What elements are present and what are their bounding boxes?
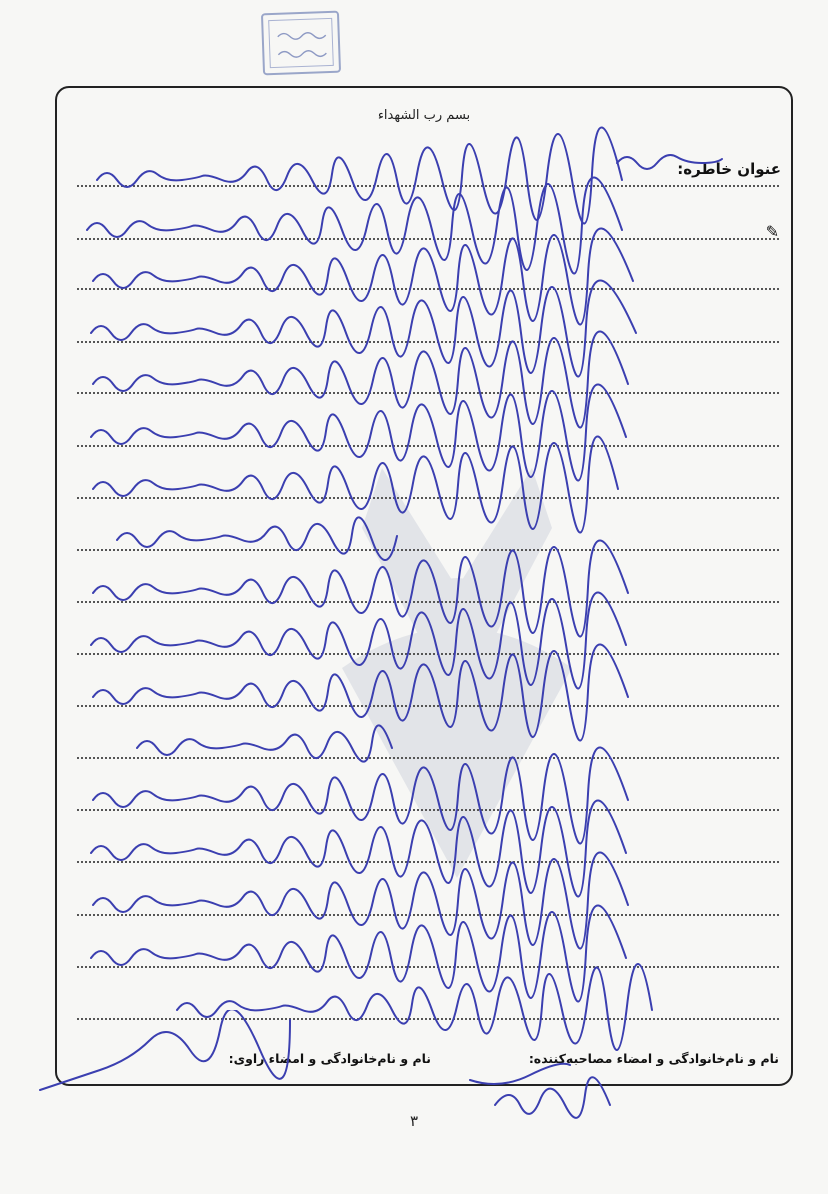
library-stamp [261,11,341,76]
page-number: ۳ [409,1112,419,1130]
memory-title-label: عنوان خاطره: [677,160,781,178]
interviewer-signature-label: نام و نام‌خانوادگی و امضاء مصاحبه‌کننده: [528,1051,779,1066]
interviewer-signature-stroke [470,1064,570,1084]
stamp-scribble [263,13,343,78]
signatures [0,1010,828,1120]
header-line: بسم رب الشهداء [377,108,471,123]
handwritten-text [57,88,795,1088]
form-frame [55,86,793,1086]
pencil-icon: ✎ [765,222,779,241]
narrator-signature [40,1010,290,1090]
narrator-signature-label: نام و نام‌خانوادگی و امضاء راوی: [228,1051,431,1066]
